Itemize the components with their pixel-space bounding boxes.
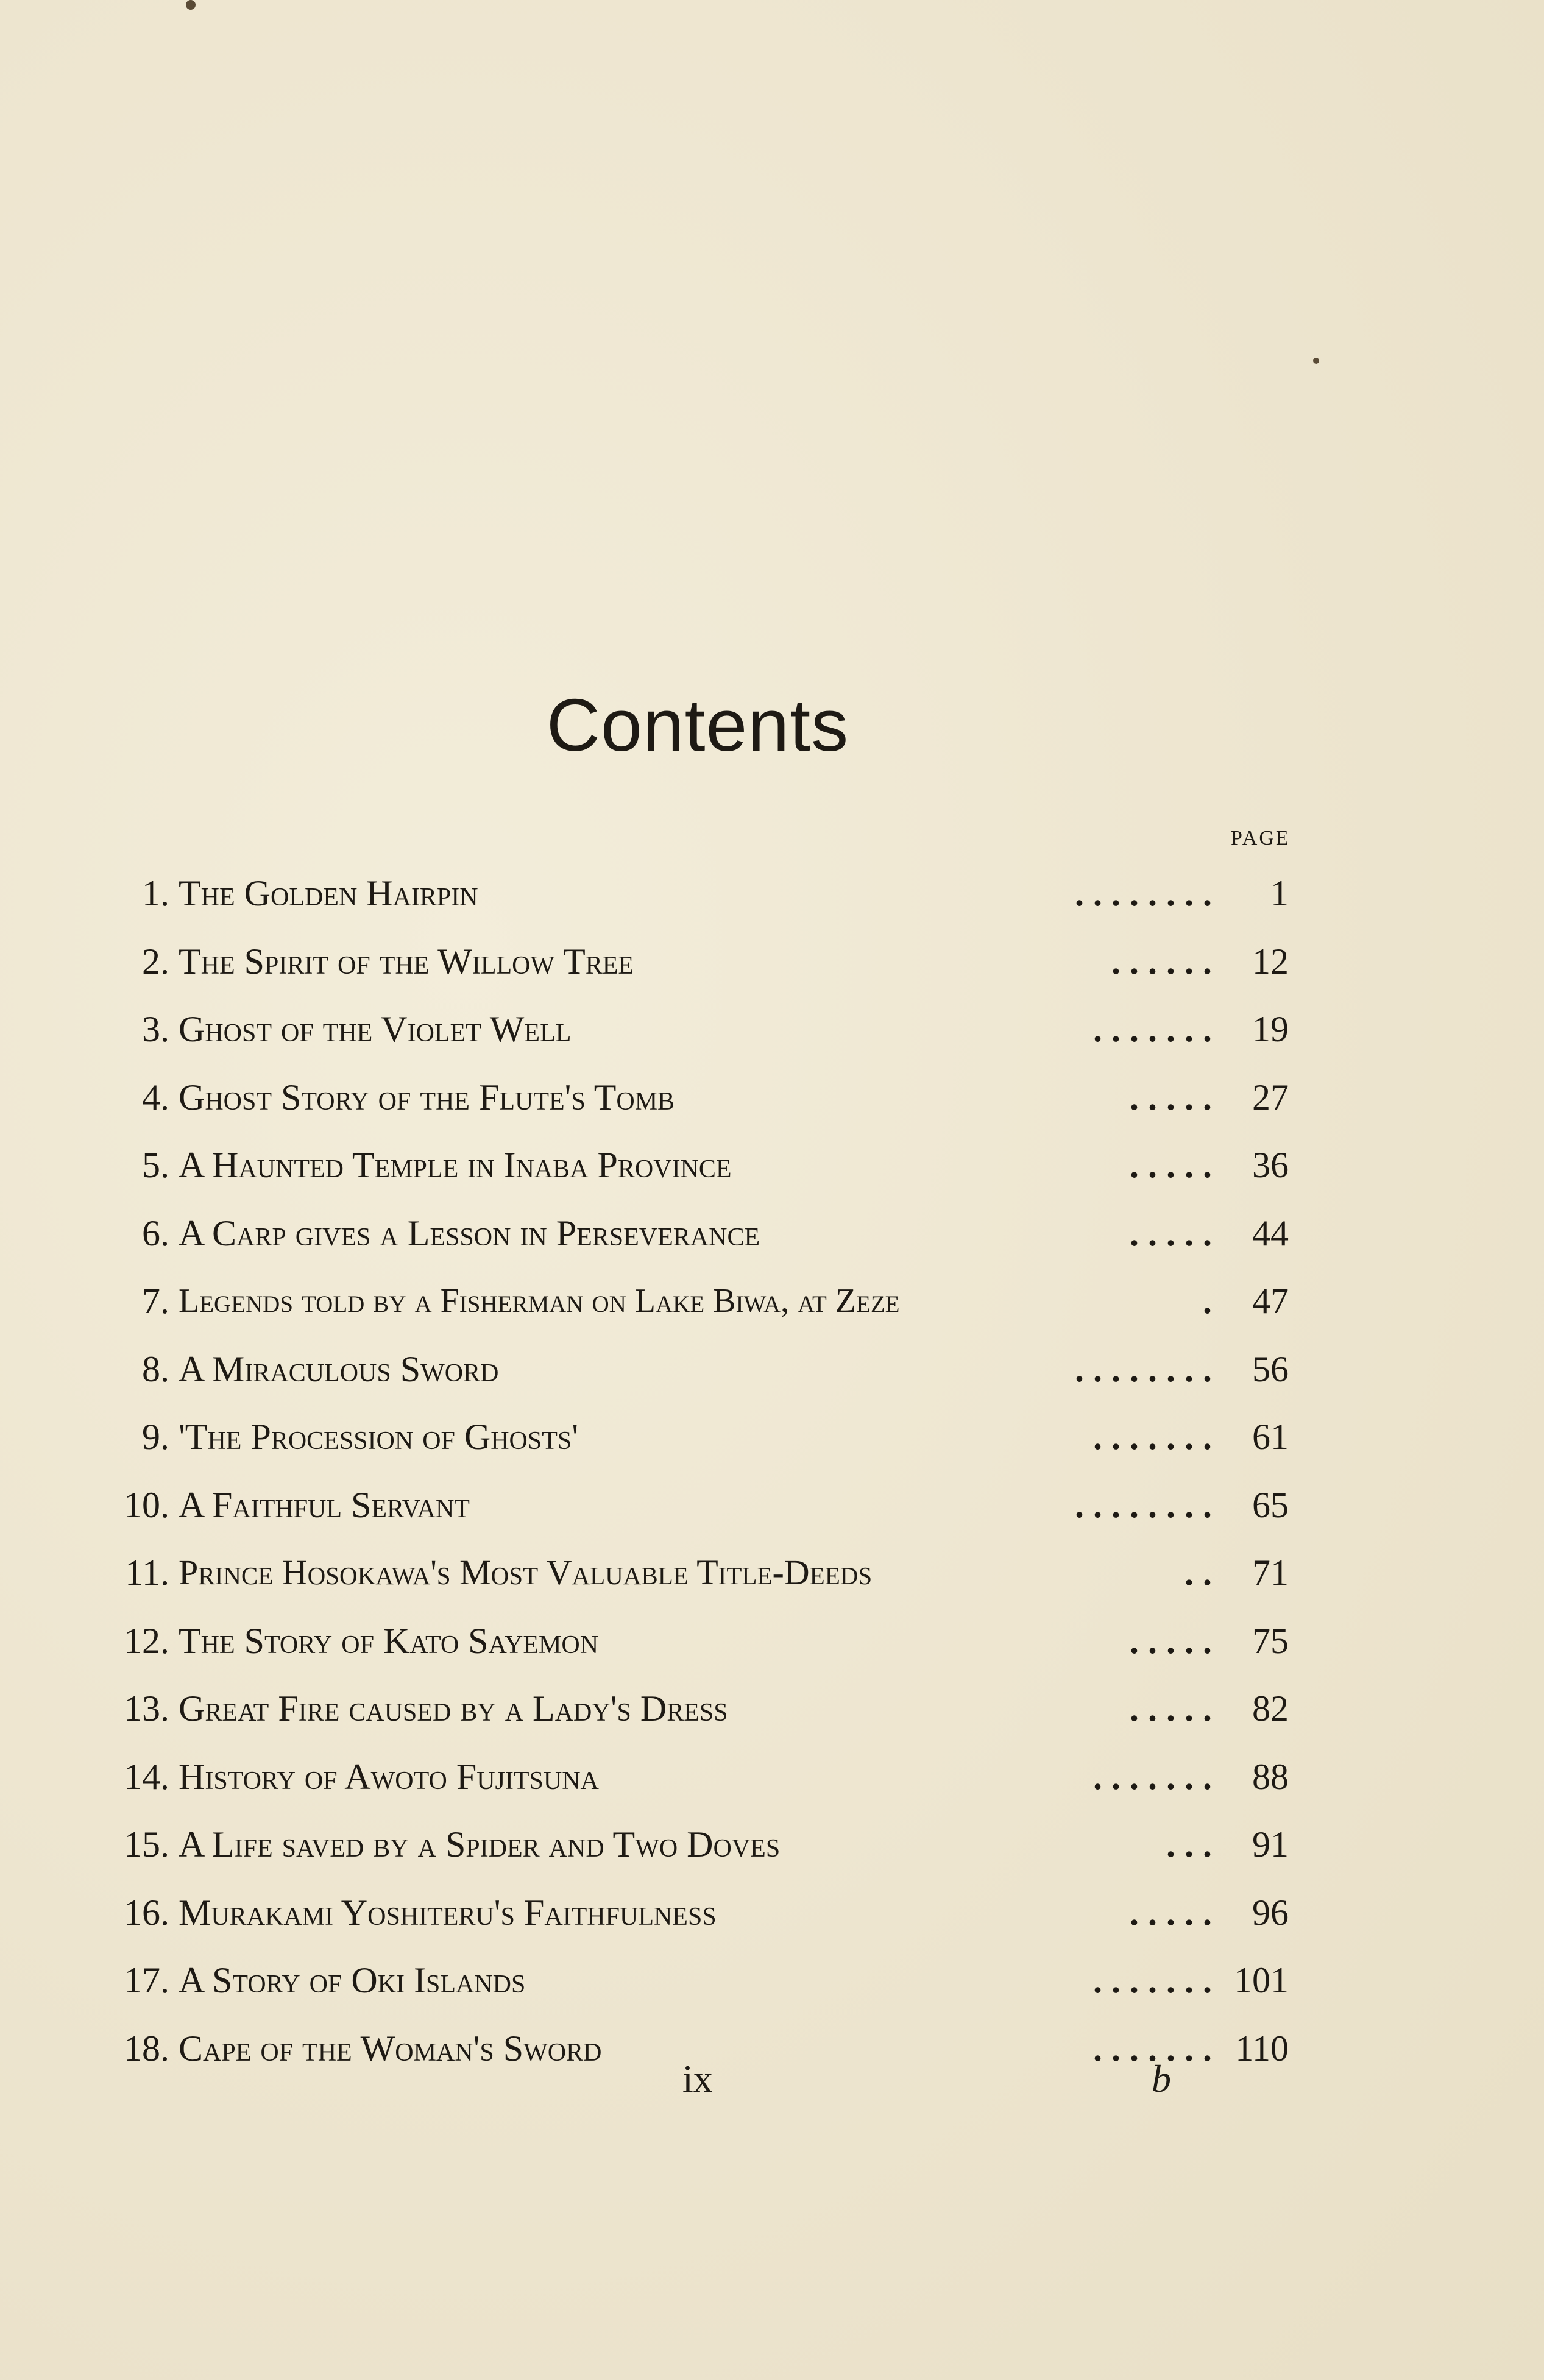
toc-entry xyxy=(0,1403,1544,1471)
entry-number: 8. xyxy=(142,1349,169,1389)
dot-leader: . . . . . . . xyxy=(1093,1417,1212,1457)
entry-page: 47 xyxy=(1252,1281,1289,1321)
toc-entry xyxy=(0,859,1544,927)
dot-leader: . . . . . . . . xyxy=(1075,873,1212,913)
toc-entry xyxy=(0,1607,1544,1675)
toc-entry xyxy=(0,1471,1544,1539)
entry-title: Cape of the Woman's Sword xyxy=(179,2028,602,2069)
dot-leader: . . . . . . . xyxy=(1093,1009,1212,1049)
entry-title: The Spirit of the Willow Tree xyxy=(179,941,634,982)
entry-page: 75 xyxy=(1252,1621,1289,1661)
entry-page: 96 xyxy=(1252,1893,1289,1933)
entry-number: 18. xyxy=(124,2028,169,2069)
entry-page: 56 xyxy=(1252,1349,1289,1389)
paper-speck xyxy=(1313,358,1319,364)
dot-leader: . . . . . xyxy=(1130,1688,1212,1729)
entry-page: 61 xyxy=(1252,1417,1289,1457)
dot-leader: . . . . . xyxy=(1130,1213,1212,1253)
toc-entry xyxy=(0,1810,1544,1879)
entry-title: A Carp gives a Lesson in Perseverance xyxy=(179,1213,760,1253)
toc-entry xyxy=(0,1879,1544,1947)
entry-title: The Golden Hairpin xyxy=(179,873,478,913)
toc-entry xyxy=(0,1539,1544,1607)
toc-entry xyxy=(0,995,1544,1063)
toc-entry xyxy=(0,1063,1544,1132)
entry-number: 14. xyxy=(124,1757,169,1797)
toc-entry xyxy=(0,2014,1544,2083)
entry-page: 110 xyxy=(1235,2028,1289,2069)
dot-leader: . . . . . xyxy=(1130,1621,1212,1661)
toc-entry xyxy=(0,927,1544,996)
entry-page: 19 xyxy=(1252,1009,1289,1049)
entry-page: 65 xyxy=(1252,1485,1289,1525)
entry-number: 10. xyxy=(124,1485,169,1525)
toc-entry xyxy=(0,1674,1544,1743)
dot-leader: . . . . . . xyxy=(1111,941,1212,982)
entry-number: 13. xyxy=(124,1688,169,1729)
toc-entry xyxy=(0,1267,1544,1335)
toc-entry xyxy=(0,1131,1544,1199)
dot-leader: . . . . . . . xyxy=(1093,2028,1212,2069)
dot-leader: . . . . . xyxy=(1130,1893,1212,1933)
signature-mark: b xyxy=(1152,2057,1171,2100)
entry-number: 6. xyxy=(142,1213,169,1253)
dot-leader: . . xyxy=(1185,1553,1212,1593)
dot-leader: . . . . . xyxy=(1130,1145,1212,1185)
entry-number: 12. xyxy=(124,1621,169,1661)
entry-page: 44 xyxy=(1252,1213,1289,1253)
entry-number: 9. xyxy=(142,1417,169,1457)
entry-page: 91 xyxy=(1252,1824,1289,1865)
toc-entry xyxy=(0,1743,1544,1811)
entry-number: 4. xyxy=(142,1077,169,1117)
entry-title: Ghost Story of the Flute's Tomb xyxy=(179,1077,675,1117)
entry-title: A Story of Oki Islands xyxy=(179,1960,526,2000)
dot-leader: . xyxy=(1203,1281,1212,1321)
dot-leader: . . . . . . . xyxy=(1093,1960,1212,2000)
dot-leader: . . . xyxy=(1166,1824,1212,1865)
paper-speck xyxy=(186,0,196,10)
entry-number: 5. xyxy=(142,1145,169,1185)
entry-page: 12 xyxy=(1252,941,1289,982)
entry-title: A Faithful Servant xyxy=(179,1485,470,1525)
entry-title: Great Fire caused by a Lady's Dress xyxy=(179,1688,728,1729)
dot-leader: . . . . . . . xyxy=(1093,1757,1212,1797)
entry-page: 71 xyxy=(1252,1553,1289,1593)
dot-leader: . . . . . xyxy=(1130,1077,1212,1117)
entry-title: History of Awoto Fujitsuna xyxy=(179,1757,599,1797)
entry-number: 3. xyxy=(142,1009,169,1049)
entry-number: 16. xyxy=(124,1893,169,1933)
entry-number: 2. xyxy=(142,941,169,982)
entry-page: 27 xyxy=(1252,1077,1289,1117)
entry-title: Legends told by a Fisherman on Lake Biwa, at Zeze xyxy=(179,1282,900,1320)
page-column-label: PAGE xyxy=(1231,827,1291,849)
toc-entry xyxy=(0,1335,1544,1403)
dot-leader: . . . . . . . . xyxy=(1075,1349,1212,1389)
entry-page: 82 xyxy=(1252,1688,1289,1729)
entry-title: A Haunted Temple in Inaba Province xyxy=(179,1145,732,1185)
entry-page: 1 xyxy=(1270,873,1289,913)
entry-title: A Life saved by a Spider and Two Doves xyxy=(179,1824,781,1865)
entry-page: 36 xyxy=(1252,1145,1289,1185)
entry-title: Murakami Yoshiteru's Faithfulness xyxy=(179,1893,717,1933)
entry-title: Prince Hosokawa's Most Valuable Title-Deeds xyxy=(179,1553,873,1592)
page-folio: ix xyxy=(682,2057,713,2100)
page-title: Contents xyxy=(546,684,849,767)
entry-number: 17. xyxy=(124,1960,169,2000)
entry-title: The Story of Kato Sayemon xyxy=(179,1621,599,1661)
dot-leader: . . . . . . . . xyxy=(1075,1485,1212,1525)
entry-number: 7. xyxy=(142,1281,169,1321)
entry-number: 1. xyxy=(142,873,169,913)
toc-entry xyxy=(0,1946,1544,2014)
entry-title: A Miraculous Sword xyxy=(179,1349,499,1389)
entry-page: 101 xyxy=(1234,1960,1289,2000)
entry-title: 'The Procession of Ghosts' xyxy=(179,1417,579,1457)
entry-number: 15. xyxy=(124,1824,169,1865)
entry-number: 11. xyxy=(125,1553,169,1593)
entry-title: Ghost of the Violet Well xyxy=(179,1009,572,1049)
toc-entry xyxy=(0,1199,1544,1267)
entry-page: 88 xyxy=(1252,1757,1289,1797)
